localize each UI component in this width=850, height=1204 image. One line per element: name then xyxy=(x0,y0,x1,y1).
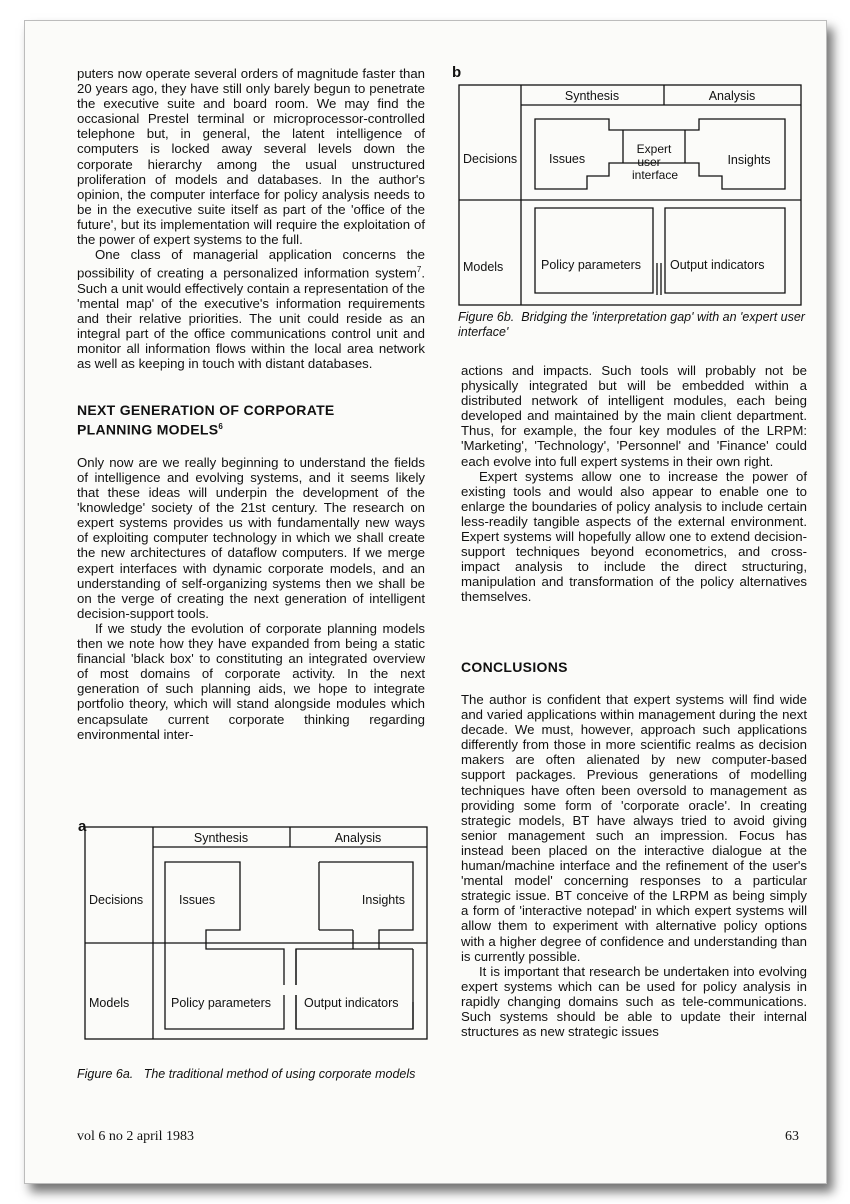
continuation-paragraph: actions and impacts. Such tools will probably not be physically integrated but will be embedded within a distributed network of intelligent modules, each being developed and maintained by the main client department. Thus, for example, the four key modules of the LRPM: 'Marketing', 'Technology', 'Personnel' and 'Finance' could each evolve into full expert systems in their own right. xyxy=(461,363,807,469)
figure-b-letter: b xyxy=(452,64,462,81)
heading-conclusions: CONCLUSIONS xyxy=(461,658,568,675)
figure-6a-caption-text: The traditional method of using corporate models xyxy=(143,1067,416,1081)
personalized-paragraph-a: One class of managerial application concerns the possibility of creating a personalized information system xyxy=(77,247,425,281)
figure-6b xyxy=(449,63,809,313)
next-gen-paragraph-1: Only now are we really beginning to understand the fields of intelligence and evolving systems, and it seems likely that these ideas will underpin the development of the 'knowledge' society of the 21st century. The research on expert systems provides us with fundamentally new ways of exploiting computer technology in which we shall create the new architectures of dataflow computers. If we merge expert interfaces with dynamic corporate models, and an understanding of self-organizing systems then we shall be on the verge of creating the next generation of intelligent decision-support tools. xyxy=(77,454,425,621)
figure-b-insights: Insights xyxy=(727,153,771,167)
figure-b-row-models: Models xyxy=(463,260,504,274)
next-gen-paragraph-2: If we study the evolution of corporate planning models then we note how they have expanded from being a static financial 'black box' to constituting an integrated overview of most domains of corporate activity. In the next generation of such planning aids, we hope to integrate portfolio theory, which will stand alongside modules which encapsulate current corporate thinking regarding environmental inter- xyxy=(77,620,425,742)
right-column-text xyxy=(461,363,807,1039)
left-column-text xyxy=(77,66,425,742)
figure-a-col-synthesis: Synthesis xyxy=(193,831,249,845)
figure-6a xyxy=(75,817,435,1047)
figure-6b-caption-label: Figure 6b. xyxy=(458,310,515,324)
conclusions-paragraph-1: The author is confident that expert systems will find wide and varied applications within management during the next decade. We must, however, approach such applications differently from those in more scientific realms as decision makers are often alienated by new computer-based support packages. Previous generations of modelling techniques have often been oversold to management as providing some form of 'corporate oracle'. In creating strategic models, BT have always tried to avoid giving senior management such an impression. Focus has instead been placed on the interactive dialogue at the human/machine interface and the refinement of the user's 'mental model' concerning responses to a particular strategic issue. BT conceive of the LRPM as being simply a form of 'interactive notepad' in which expert systems will allow them to experiment with alternative policy options with a higher degree of confidence and understanding than is currently possible. xyxy=(461,692,807,964)
figure-b-row-decisions: Decisions xyxy=(463,152,518,166)
figure-b-expert-line3: interface xyxy=(631,168,679,182)
figure-b-issues: Issues xyxy=(549,152,586,166)
figure-a-letter: a xyxy=(78,818,87,835)
figure-b-col-analysis: Analysis xyxy=(708,89,756,103)
figure-a-row-models: Models xyxy=(89,996,130,1010)
heading-next-generation: NEXT GENERATION OF CORPORATE PLANNING MODELS$^6$ xyxy=(77,402,335,438)
footer-issue: vol 6 no 2 april 1983 xyxy=(77,1129,195,1144)
figure-6b-diagram xyxy=(449,63,809,313)
personalized-paragraph-b: . Such a unit would effectively contain a representation of the 'mental map' of the executive's information requirements and their relative priorities. The unit could reside as an integral part of the office communications control unit and monitor all information flows within the local area network as well as keeping in touch with distant databases. xyxy=(77,265,425,372)
figure-b-expert-line1: Expert xyxy=(636,142,672,156)
reference-7: 7 xyxy=(416,265,422,275)
figure-b-output-indicators: Output indicators xyxy=(670,258,765,272)
figure-a-output-indicators: Output indicators xyxy=(304,996,399,1010)
figure-6b-caption-text: Bridging the 'interpretation gap' with an 'expert user interface' xyxy=(458,310,805,339)
intro-paragraph: puters now operate several orders of magnitude faster than 20 years ago, they have still only barely begun to penetrate the executive suite and board room. We may find the occasional Prestel terminal or microprocessor-controlled telephone but, in general, the latent intelligence of computers is locked away several levels down the corporate hierarchy among the usual unstructured proliferation of models and databases. In the author's opinion, the computer interface for policy analysis needs to be in the executive suite itself as part of the 'office of the future', but its implementation will require the exploitation of the power of expert systems to the full. xyxy=(77,66,425,248)
figure-6a-caption xyxy=(77,1067,437,1082)
figure-a-policy-parameters: Policy parameters xyxy=(171,996,272,1010)
figure-a-insights: Insights xyxy=(361,893,405,907)
figure-b-col-synthesis: Synthesis xyxy=(564,89,620,103)
personalized-paragraph xyxy=(77,247,425,371)
figure-6b-caption xyxy=(458,310,806,340)
figure-a-issues: Issues xyxy=(179,893,216,907)
figure-b-policy-parameters: Policy parameters xyxy=(541,258,642,272)
figure-a-col-analysis: Analysis xyxy=(334,831,382,845)
figure-b-expert-line2: user xyxy=(637,155,661,169)
conclusions-paragraph-2: It is important that research be undertaken into evolving expert systems which can be used for policy analysis in rapidly changing domains such as tele-communications. Such systems should be able to update their internal structures as new strategic issues xyxy=(461,963,807,1040)
journal-page xyxy=(24,20,827,1184)
figure-6a-diagram xyxy=(75,817,435,1047)
reference-6: 6 xyxy=(218,421,224,431)
figure-6a-caption-label: Figure 6a. xyxy=(77,1067,134,1081)
footer-page-number: 63 xyxy=(785,1129,799,1144)
expert-paragraph: Expert systems allow one to increase the power of existing tools and would also appear to enable one to enlarge the boundaries of policy analysis to include certain less-readily tangible aspects of the external environment. Expert systems will hopefully allow one to extend decision-support techniques beyond econometrics, and cross-impact analysis to include the direct structuring, manipulation and transformation of the policy alternatives themselves. xyxy=(461,468,807,605)
figure-a-row-decisions: Decisions xyxy=(89,893,144,907)
